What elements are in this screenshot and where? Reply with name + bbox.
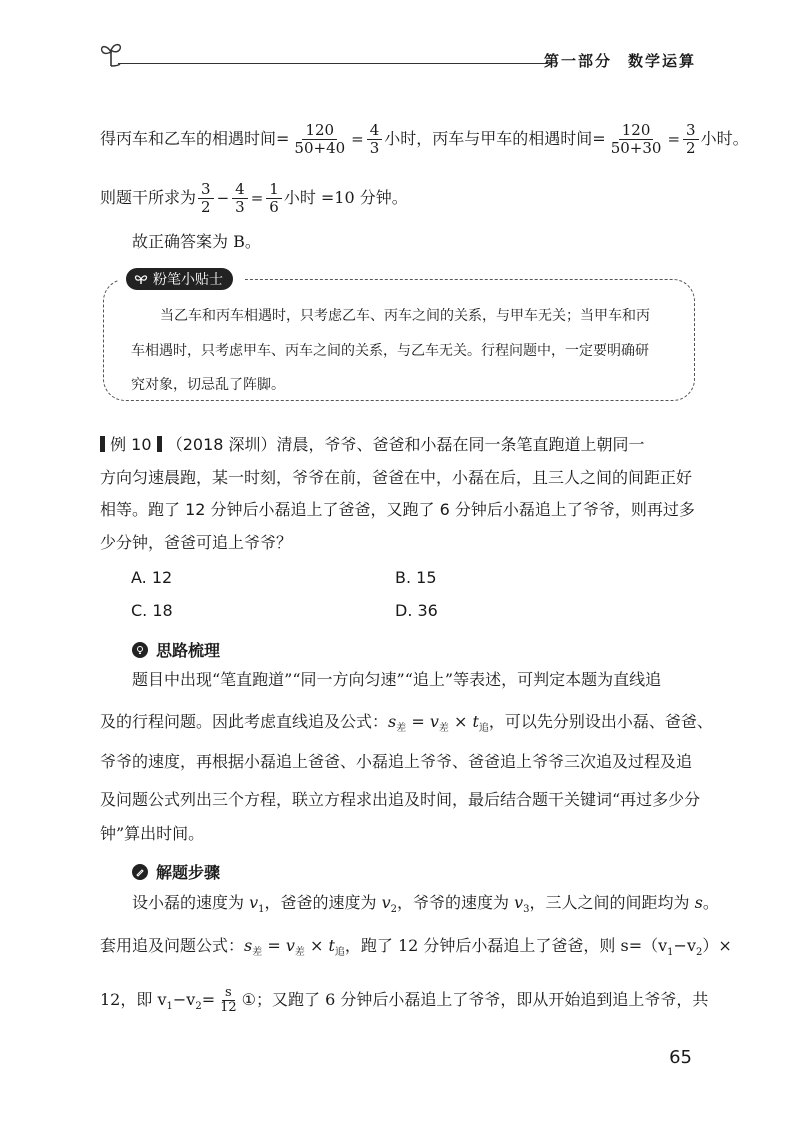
label-bar [100,436,105,452]
thinking-line: 钟”算出时间。 [100,824,205,843]
pencil-icon [132,864,148,880]
solution-line: 套用追及问题公式：$s_差 = v_差 \times t_追$，跑了 12 分钟后小磊追上了爸爸，则 $s=(v_1-v_2)\times$ [100,936,732,959]
tip-title: 粉笔小贴士 [153,272,223,288]
text-run: 小时，丙车与甲车的相遇时间= [384,129,606,148]
tip-tag [118,268,245,290]
text-run: 小时。 [700,129,749,148]
thinking-line: 爷爷的速度，再根据小磊追上爸爸、小磊追上爷爷、爸爸追上爷爷三次追及过程及追 [100,752,693,771]
text-run: 小时 =10 分钟。 [283,188,408,207]
lightbulb-icon [132,642,148,658]
fraction: $\frac{120}{50+30}$ [610,121,662,157]
text-run: 得丙车和乙车的相遇时间= [100,129,290,148]
thinking-heading [132,638,220,661]
answer-line: 故正确答案为 B。 [132,232,261,251]
fraction: $\frac{s}{12}$ [220,985,237,1015]
example-label: 例 10 [110,435,152,454]
running-header [544,50,696,71]
solution-line: 12，即 $v_1-v_2=$ $\frac{s}{12}$ ①；又跑了 6 分钟后小磊追上了爷爷，即从开始追到追上爷爷，共 [100,985,709,1015]
header-section: 数学运算 [627,52,696,70]
example-line: 方向匀速晨跑，某一时刻，爷爷在前，爸爸在中，小磊在后，且三人之间的间距正好 [100,468,693,487]
option-d: D. 36 [395,601,438,620]
example-text: （2018 深圳）清晨，爷爷、爸爸和小磊在同一条笔直跑道上朝同一 [166,435,645,454]
fraction: $\frac{3}{2}$ [683,122,699,157]
fraction: $\frac{1}{6}$ [266,181,282,216]
thinking-line: 及问题公式列出三个方程，联立方程求出追及时间，最后结合题干关键词“再过多少分 [100,790,701,809]
example-line: 少分钟，爸爸可追上爷爷？ [100,533,293,552]
thinking-line: 及的行程问题。因此考虑直线追及公式：$s_差 = v_差 \times t_追$，可以先分别设出小磊、爸爸、 [100,712,713,735]
tip-line: 当乙车和丙车相遇时，只考虑乙车、丙车之间的关系，与甲车无关；当甲车和丙 [160,308,650,324]
fraction: $\frac{3}{2}$ [198,181,214,216]
page-number: 65 [669,1047,692,1068]
example-first-line [100,432,645,455]
tip-pill [126,268,233,290]
option-b: B. 15 [395,568,437,587]
example-line: 相等。跑了 12 分钟后小磊追上了爸爸，又跑了 6 分钟后小磊追上了爷爷，则再过多 [100,500,695,519]
intro-line-1: 得丙车和乙车的相遇时间= $\frac{120}{50+40}$ = $\frac{4}{3}$ 小时，丙车与甲车的相遇时间= $\frac{120}{50+30}$ = $\frac{3}{2}$ 小时。 [100,121,749,157]
fraction: $\frac{4}{3}$ [367,122,383,157]
option-c: C. 18 [131,601,173,620]
section-title: 思路梳理 [156,641,221,660]
header-part: 第一部分 [543,52,612,70]
section-title: 解题步骤 [156,863,221,882]
option-a: A. 12 [131,568,173,587]
tip-line: 车相遇时，只考虑甲车、丙车之间的关系，与乙车无关。行程问题中，一定要明确研 [131,343,649,359]
text-run: 则题干所求为 [100,188,197,207]
tip-line: 究对象，切忌乱了阵脚。 [131,377,285,393]
thinking-line: 题目中出现“笔直跑道”“同一方向匀速”“追上”等表述，可判定本题为直线追 [132,670,662,689]
solution-heading [132,860,220,883]
label-bar [157,436,162,452]
intro-line-2: 则题干所求为 $\frac{3}{2}$ − $\frac{4}{3}$ = $\frac{1}{6}$ 小时 =10 分钟。 [100,180,408,216]
fraction: $\frac{4}{3}$ [232,181,248,216]
fraction: $\frac{120}{50+40}$ [294,121,346,157]
header-rule [118,63,548,64]
text-run: ，可以先分别设出小磊、爸爸、 [488,712,713,731]
sprout-icon [134,273,148,285]
solution-line: 设小磊的速度为 $v_1$，爸爸的速度为 $v_2$，爷爷的速度为 $v_3$，三人之间的间距均为 s。 [132,893,719,916]
text-run: 及的行程问题。因此考虑直线追及公式： [100,712,389,731]
